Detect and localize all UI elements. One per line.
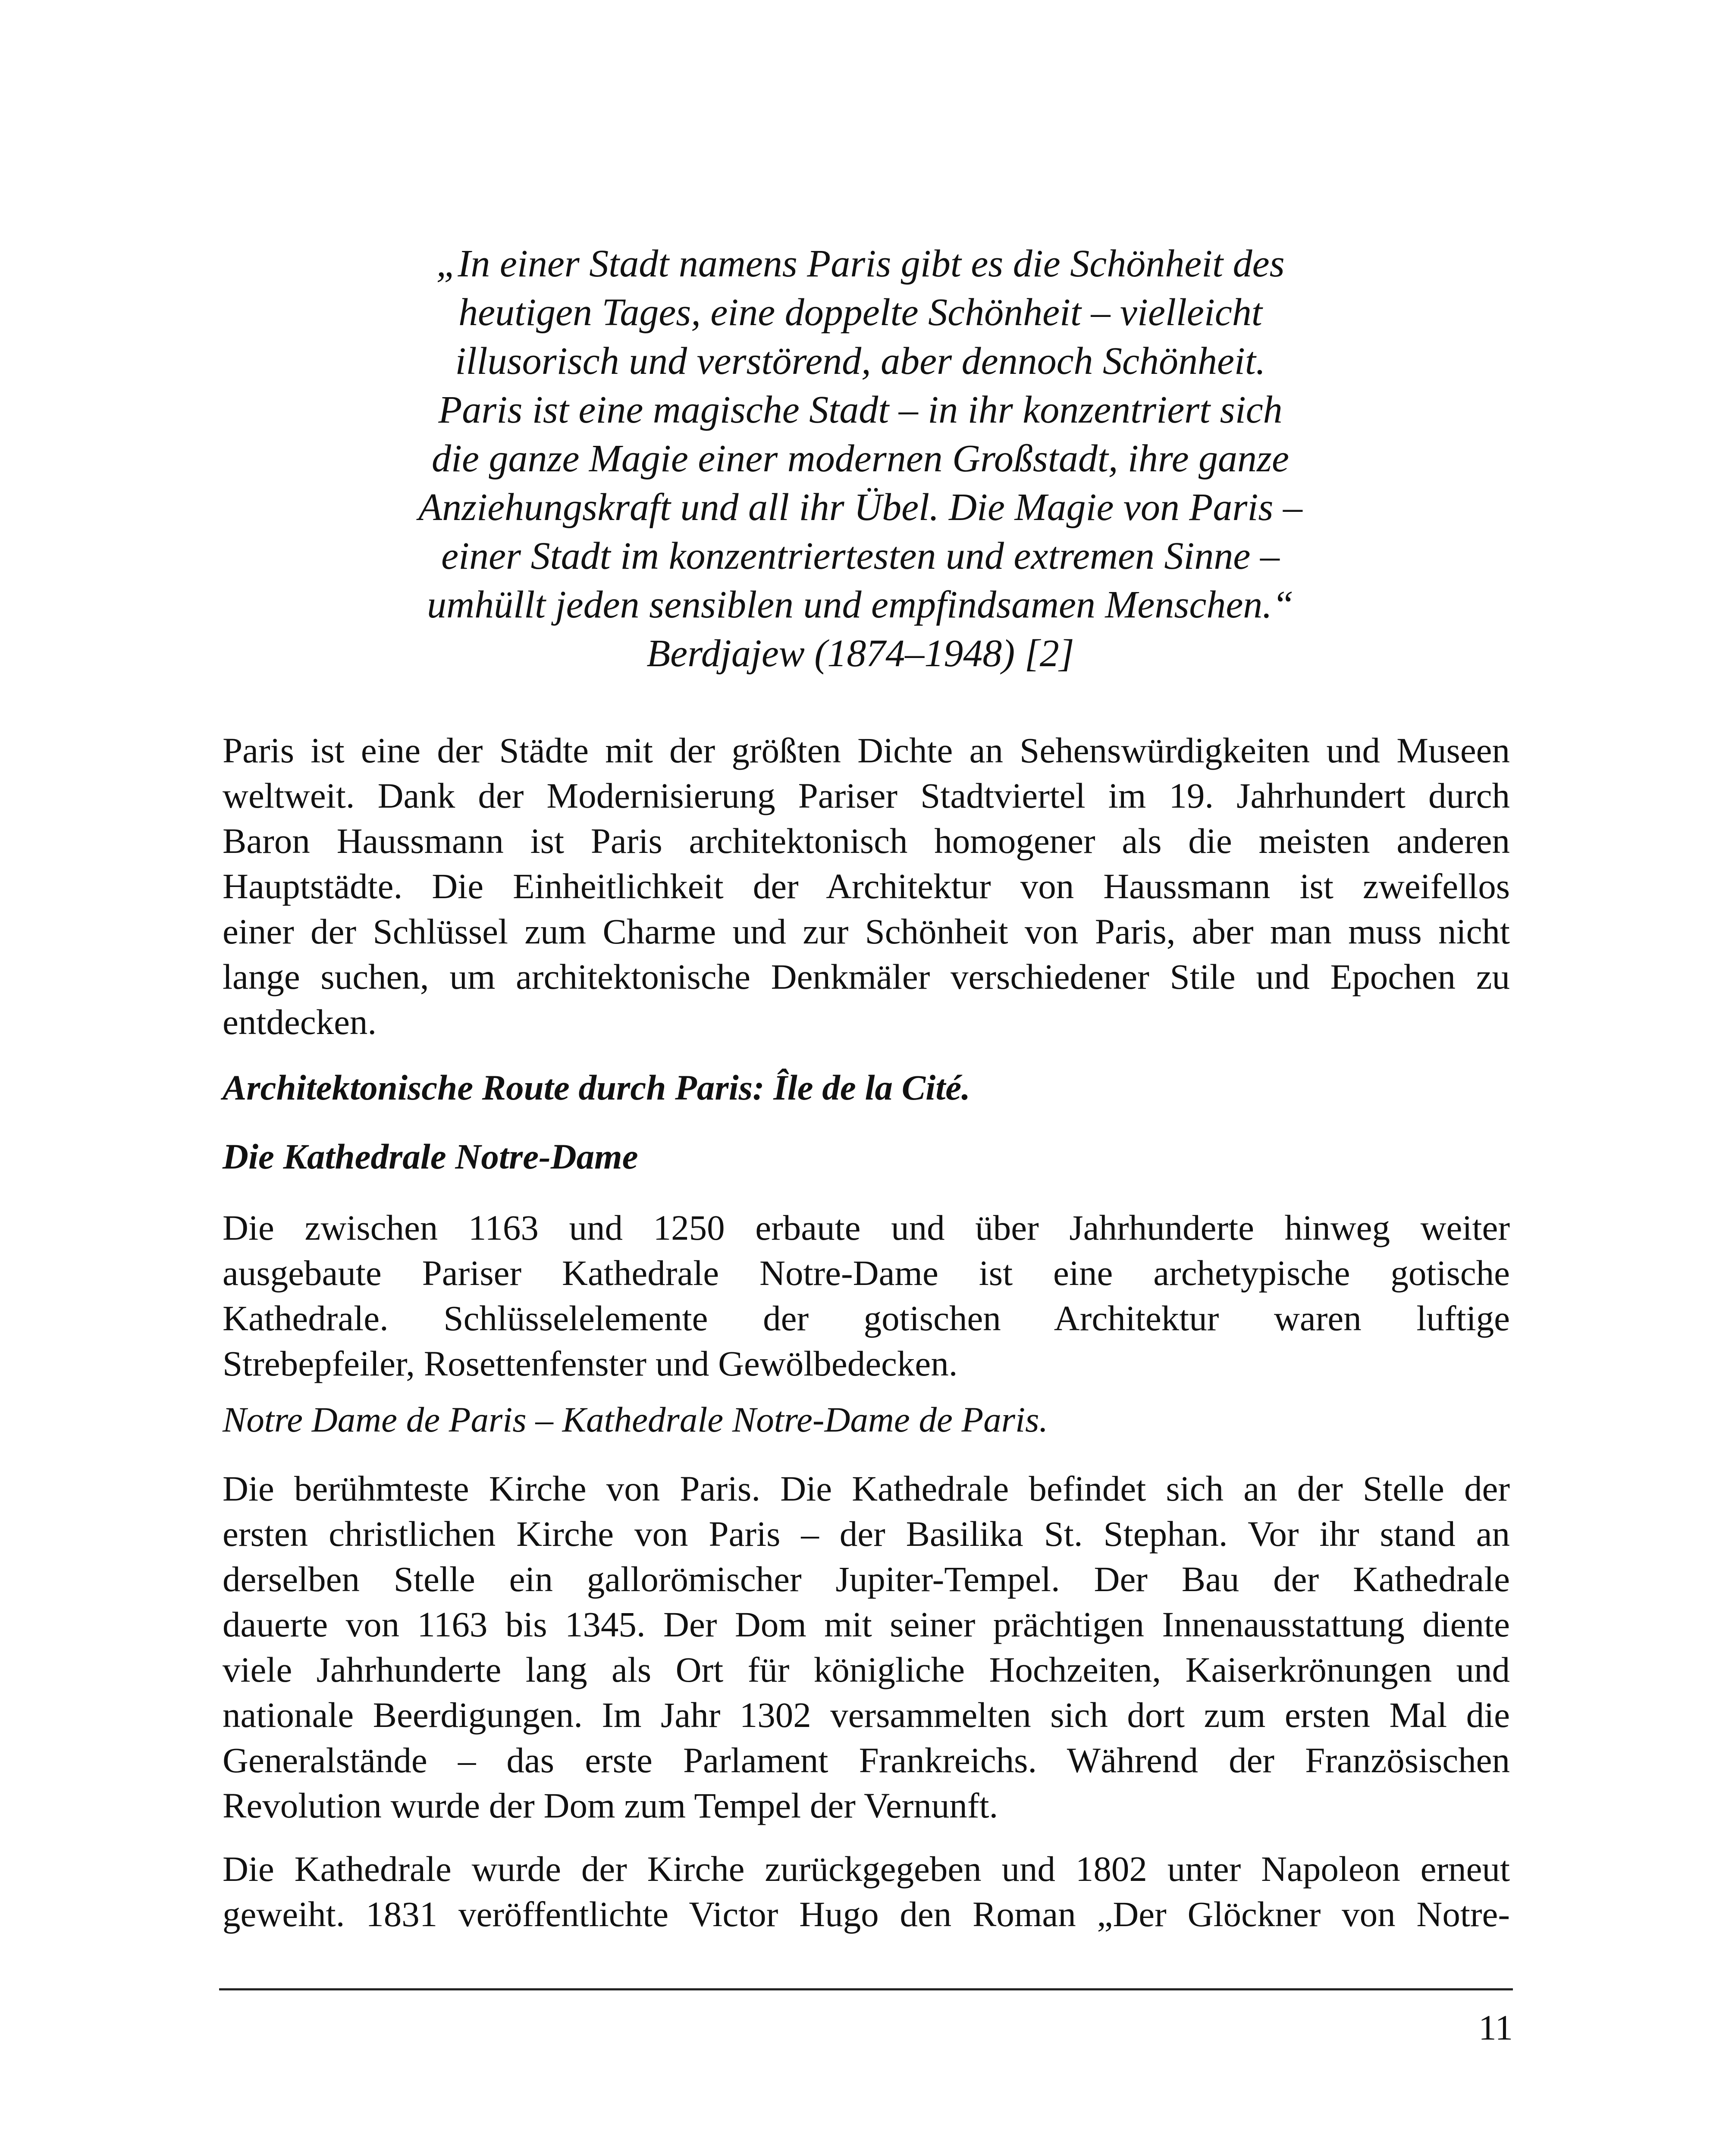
paragraph-line: ausgebaute Pariser Kathedrale Notre-Dame ist eine archetypische gotische	[223, 1253, 1510, 1293]
paragraph-cathedral-napoleon	[223, 1846, 1510, 1937]
quote-line: Paris ist eine magische Stadt – in ihr konzentriert sich	[438, 389, 1283, 431]
paragraph-line: weltweit. Dank der Modernisierung Pariser Stadtviertel im 19. Jahrhundert durch	[223, 776, 1510, 815]
paragraph-line: entdecken.	[223, 1002, 377, 1042]
paragraph-line: Paris ist eine der Städte mit der größten Dichte an Sehenswürdigkeiten und Museen	[223, 730, 1510, 770]
paragraph-line: Die berühmteste Kirche von Paris. Die Kathedrale befindet sich an der Stelle der	[223, 1469, 1510, 1508]
section-heading-route: Architektonische Route durch Paris: Île de la Cité.	[223, 1068, 970, 1107]
quote-line: „In einer Stadt namens Paris gibt es die Schönheit des	[436, 242, 1285, 285]
paragraph-paris-intro	[223, 728, 1510, 1045]
epigraph-quote	[302, 239, 1419, 678]
paragraph-line: Die Kathedrale wurde der Kirche zurückgegeben und 1802 unter Napoleon erneut	[223, 1849, 1510, 1889]
page-number: 11	[1478, 2008, 1513, 2047]
paragraph-line: viele Jahrhunderte lang als Ort für königliche Hochzeiten, Kaiserkrönungen und	[223, 1650, 1510, 1689]
paragraph-line: nationale Beerdigungen. Im Jahr 1302 versammelten sich dort zum ersten Mal die	[223, 1695, 1510, 1735]
paragraph-line: lange suchen, um architektonische Denkmäler verschiedener Stile und Epochen zu	[223, 957, 1510, 997]
paragraph-line: Revolution wurde der Dom zum Tempel der Vernunft.	[223, 1786, 998, 1825]
footer-divider	[219, 1988, 1513, 1990]
paragraph-line: Strebepfeiler, Rosettenfenster und Gewölbedecken.	[223, 1344, 958, 1383]
quote-line: heutigen Tages, eine doppelte Schönheit – vielleicht	[458, 291, 1262, 334]
cathedral-subtitle: Notre Dame de Paris – Kathedrale Notre-Dame de Paris.	[223, 1400, 1048, 1439]
paragraph-cathedral-gothic	[223, 1205, 1510, 1386]
paragraph-line: einer der Schlüssel zum Charme und zur Schönheit von Paris, aber man muss nicht	[223, 912, 1510, 951]
paragraph-line: Baron Haussmann ist Paris architektonisch homogener als die meisten anderen	[223, 821, 1510, 861]
paragraph-line: ersten christlichen Kirche von Paris – der Basilika St. Stephan. Vor ihr stand an	[223, 1514, 1510, 1554]
paragraph-line: Hauptstädte. Die Einheitlichkeit der Architektur von Haussmann ist zweifellos	[223, 866, 1510, 906]
paragraph-line: derselben Stelle ein gallorömischer Jupiter-Tempel. Der Bau der Kathedrale	[223, 1559, 1510, 1599]
paragraph-line: dauerte von 1163 bis 1345. Der Dom mit seiner prächtigen Innenausstattung diente	[223, 1604, 1510, 1644]
quote-line: einer Stadt im konzentriertesten und extremen Sinne –	[441, 535, 1280, 577]
paragraph-line: geweiht. 1831 veröffentlichte Victor Hugo den Roman „Der Glöckner von Notre-	[223, 1894, 1510, 1934]
paragraph-cathedral-history	[223, 1466, 1510, 1828]
section-heading-cathedral: Die Kathedrale Notre-Dame	[223, 1137, 638, 1176]
paragraph-line: Kathedrale. Schlüsselelemente der gotischen Architektur waren luftige	[223, 1298, 1510, 1338]
quote-attribution: Berdjajew (1874–1948) [2]	[646, 632, 1074, 675]
paragraph-line: Generalstände – das erste Parlament Frankreichs. Während der Französischen	[223, 1740, 1510, 1780]
quote-line: umhüllt jeden sensiblen und empfindsamen Menschen.“	[427, 583, 1294, 626]
quote-line: illusorisch und verstörend, aber dennoch Schönheit.	[455, 340, 1266, 382]
quote-line: die ganze Magie einer modernen Großstadt, ihre ganze	[432, 437, 1289, 480]
paragraph-line: Die zwischen 1163 und 1250 erbaute und über Jahrhunderte hinweg weiter	[223, 1208, 1510, 1247]
quote-line: Anziehungskraft und all ihr Übel. Die Magie von Paris –	[418, 486, 1302, 529]
